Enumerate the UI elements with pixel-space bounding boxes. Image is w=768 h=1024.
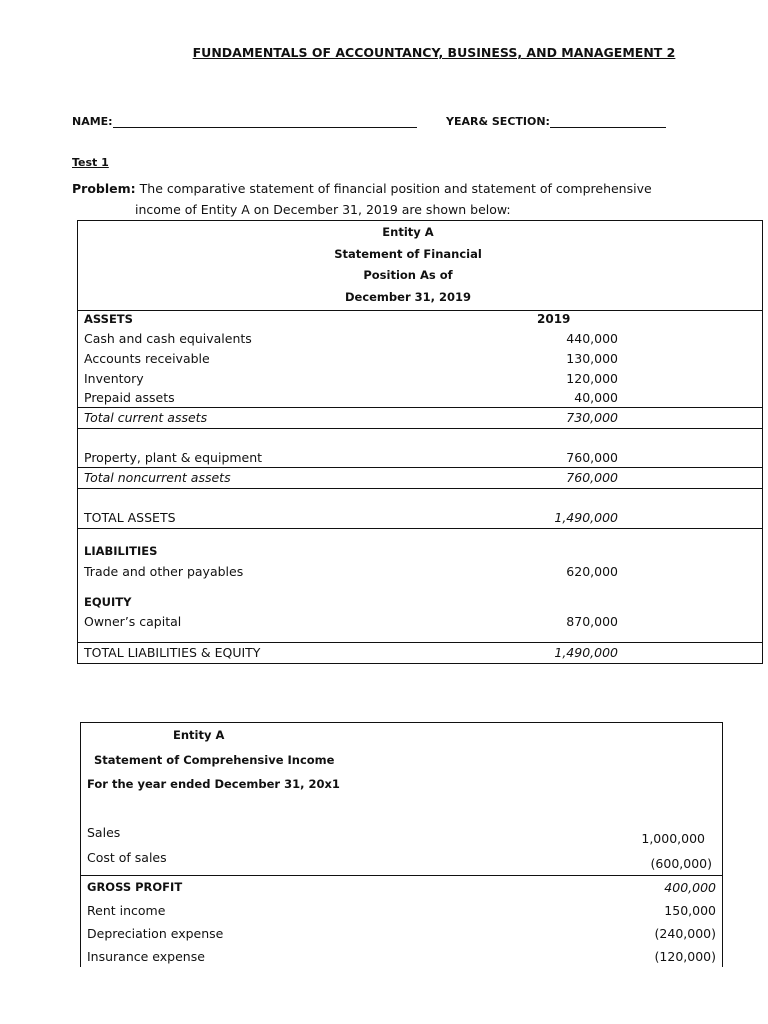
table-row-label: Cash and cash equivalents [84, 331, 252, 346]
name-blank-line[interactable] [113, 116, 417, 128]
divider [78, 642, 762, 643]
sci-heading-entity: Entity A [173, 728, 225, 742]
table-row-value: 730,000 [566, 410, 618, 425]
table-row-label: Accounts receivable [84, 351, 210, 366]
problem-text-2: income of Entity A on December 31, 2019 are shown below: [135, 202, 511, 217]
problem-label: Problem: [72, 181, 136, 196]
table-row-value: 760,000 [566, 470, 618, 485]
divider [78, 428, 762, 429]
table-row-value: 130,000 [566, 351, 618, 366]
year-section-field [446, 115, 666, 128]
divider [78, 310, 762, 311]
sci-heading-period: For the year ended December 31, 20x1 [87, 777, 340, 791]
name-field [72, 115, 417, 128]
table-row-value: 620,000 [566, 564, 618, 579]
table-row-label: Depreciation expense [87, 926, 224, 941]
table-row-label: Property, plant & equipment [84, 450, 263, 465]
document-title: FUNDAMENTALS OF ACCOUNTANCY, BUSINESS, AND MANAGEMENT 2 [192, 45, 676, 60]
divider [78, 407, 762, 408]
table-row-label: Rent income [87, 903, 166, 918]
table-row-label: Owner’s capital [84, 614, 182, 629]
sci-heading-statement: Statement of Comprehensive Income [94, 753, 335, 767]
sfp-heading-entity: Entity A [382, 225, 434, 239]
table-row-value: 1,490,000 [554, 510, 618, 525]
year-section-label: YEAR& SECTION: [446, 115, 550, 128]
comprehensive-income-table [80, 722, 723, 967]
table-row-value: 870,000 [566, 614, 618, 629]
divider [78, 488, 762, 489]
table-row-value: (600,000) [650, 856, 712, 871]
sfp-heading-statement: Statement of Financial [334, 247, 482, 261]
table-row-value: (120,000) [654, 949, 716, 964]
table-row-label: Trade and other payables [84, 564, 244, 579]
liabilities-label: LIABILITIES [84, 544, 158, 558]
table-row-label: TOTAL ASSETS [84, 510, 176, 525]
sfp-heading-position: Position As of [363, 268, 453, 282]
table-row-value: 40,000 [574, 390, 618, 405]
equity-label: EQUITY [84, 595, 132, 609]
financial-position-table [77, 220, 763, 664]
assets-label: ASSETS [84, 312, 133, 326]
divider [78, 467, 762, 468]
table-row-value: 400,000 [664, 880, 716, 895]
table-row-value: 1,490,000 [554, 645, 618, 660]
table-row-value: 120,000 [566, 371, 618, 386]
table-row-value: (240,000) [654, 926, 716, 941]
divider [78, 528, 762, 529]
table-row-label: Insurance expense [87, 949, 205, 964]
table-row-label: Sales [87, 825, 121, 840]
problem-text-1: The comparative statement of financial position and statement of comprehensive [135, 181, 652, 196]
sfp-heading-date: December 31, 2019 [344, 290, 472, 304]
table-row-label: Total current assets [84, 410, 208, 425]
table-row-label: TOTAL LIABILITIES & EQUITY [84, 645, 261, 660]
problem-statement [72, 178, 712, 220]
table-row-value: 150,000 [664, 903, 716, 918]
table-row-label: Cost of sales [87, 850, 167, 865]
year-section-blank-line[interactable] [550, 116, 666, 128]
table-row-value: 1,000,000 [641, 831, 705, 846]
name-label: NAME: [72, 115, 113, 128]
table-row-label: Inventory [84, 371, 144, 386]
year-header: 2019 [537, 312, 571, 326]
table-row-value: 760,000 [566, 450, 618, 465]
test-label: Test 1 [72, 156, 109, 169]
divider [81, 875, 722, 876]
table-row-label: Total noncurrent assets [84, 470, 231, 485]
gross-profit-label: GROSS PROFIT [87, 880, 183, 894]
table-row-label: Prepaid assets [84, 390, 175, 405]
table-row-value: 440,000 [566, 331, 618, 346]
